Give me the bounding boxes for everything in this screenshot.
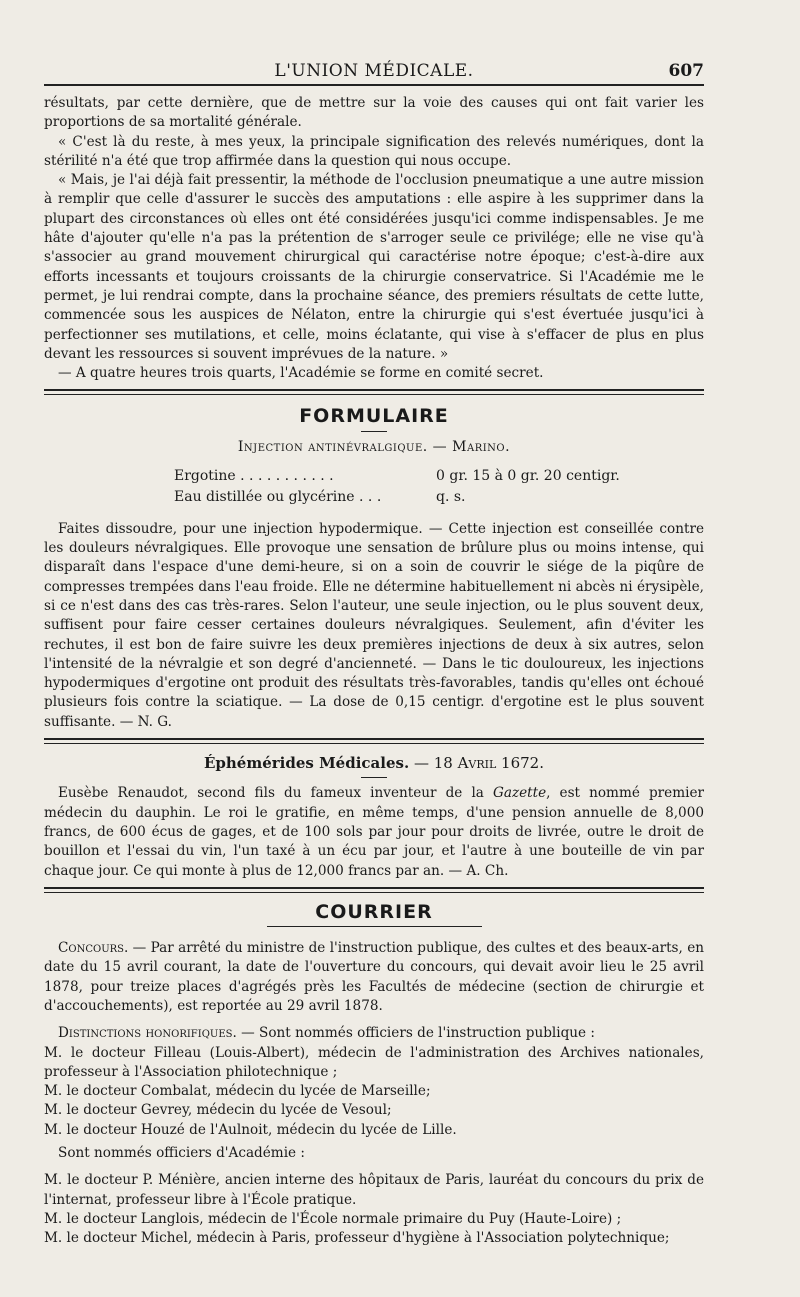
section-divider bbox=[44, 738, 704, 744]
intro-paragraph-2: « C'est là du reste, à mes yeux, la principale signification des relevés numériques, dont la stérilité n'a été que trop affirmée dans la question qui nous occupe. bbox=[44, 133, 704, 169]
running-head bbox=[44, 52, 704, 86]
section-divider bbox=[44, 389, 704, 395]
formulaire-subtitle: Injection antinévralgique. — Marino. bbox=[237, 439, 511, 456]
concours-paragraph bbox=[44, 939, 704, 1016]
ephemerides-text-after: , est nommé premier médecin du dauphin. Le roi le gratifie, en même temps, d'une pension annuelle de 8,000 francs, de 600 écus de gages, et de 100 sols par jour pour droits de livrée, outre le droit de bouillon et l'essai du vin, l'un taxé à un écu par jour, et l'autre à une bouteille de vin par chaque jour. Ce qui monte à plus de 12,000 francs par an. — A. Ch. bbox=[44, 785, 704, 879]
formulaire-body: Faites dissoudre, pour une injection hypodermique. — Cette injection est conseillée contre les douleurs névralgiques. Elle provoque une sensation de brûlure plus ou moins intense, qui disparaît dans l'espace d'une demi-heure, si on a soin de couvrir le siége de la piqûre de compresses trempées dans l'eau froide. Elle ne détermine habituellement ni abcès ni érysipèle, si ce n'est dans des cas très-rares. Selon l'auteur, une seule injection, ou le plus souvent deux, suffisent pour faire cesser certaines douleurs névralgiques. Seulement, afin d'éviter les rechutes, il est bon de faire suivre les deux premières injections de deux à six autres, selon l'intensité de la névralgie et son degré d'ancienneté. — Dans le tic douloureux, les injections hypodermiques d'ergotine ont produit des résultats très-favorables, tandis qu'elles ont échoué plusieurs fois contre la sciatique. — La dose de 0,15 centigr. d'ergotine est le plus souvent suffisante. — N. G. bbox=[44, 520, 704, 730]
list-item: M. le docteur Michel, médecin à Paris, professeur d'hygiène à l'Association polytechnique; bbox=[44, 1230, 670, 1247]
academie-intro: Sont nommés officiers d'Académie : bbox=[58, 1145, 305, 1162]
title-dash bbox=[361, 431, 387, 432]
list-item: M. le docteur P. Ménière, ancien interne des hôpitaux de Paris, lauréat du concours du prix de l'internat, professeur libre à l'École pratique. bbox=[44, 1172, 704, 1208]
intro-paragraph-1: résultats, par cette dernière, que de mettre sur la voie des causes qui ont fait varier les proportions de sa mortalité générale. bbox=[44, 95, 704, 131]
recipe-dose: 0 gr. 15 à 0 gr. 20 centigr. bbox=[436, 467, 620, 484]
page-number: 607 bbox=[668, 61, 704, 81]
gazette-title: Gazette bbox=[492, 785, 547, 802]
distinctions-paragraph bbox=[44, 1024, 704, 1043]
recipe-row bbox=[174, 487, 704, 508]
ephemerides-heading bbox=[44, 754, 704, 773]
recipe-ingredient: Ergotine . . . . . . . . . . . bbox=[174, 467, 334, 484]
recipe-table bbox=[174, 466, 704, 508]
concours-label: Concours. bbox=[58, 940, 129, 957]
list-item: M. le docteur Combalat, médecin du lycée de Marseille; bbox=[44, 1083, 431, 1100]
distinctions-text: — Sont nommés officiers de l'instruction publique : bbox=[236, 1025, 596, 1042]
officiers-academie-list bbox=[44, 1171, 704, 1248]
ephemerides-text-before: Eusèbe Renaudot, second fils du fameux inventeur de la bbox=[58, 785, 493, 802]
list-item: M. le docteur Filleau (Louis-Albert), médecin de l'administration des Archives nationales, professeur à l'Association philotechnique ; bbox=[44, 1044, 704, 1080]
recipe-row bbox=[174, 466, 704, 487]
intro-paragraph-4: — A quatre heures trois quarts, l'Académie se forme en comité secret. bbox=[58, 365, 544, 382]
officiers-instruction-list bbox=[44, 1044, 704, 1140]
courrier-title: COURRIER bbox=[267, 903, 482, 927]
list-item: M. le docteur Gevrey, médecin du lycée de Vesoul; bbox=[44, 1102, 392, 1119]
ephemerides-date: — 18 Avril 1672. bbox=[413, 754, 544, 773]
list-item: M. le docteur Langlois, médecin de l'École normale primaire du Puy (Haute-Loire) ; bbox=[44, 1210, 622, 1227]
concours-text: — Par arrêté du ministre de l'instruction publique, des cultes et des beaux-arts, en date du 15 avril courant, la date de l'ouverture du concours, qui devait avoir lieu le 25 avril 1878, pour treize places d'agrégés près les Facultés de médecine (section de chirurgie et d'accouchements), est reportée au 29 avril 1878. bbox=[44, 940, 704, 1014]
recipe-dose: q. s. bbox=[436, 488, 466, 505]
section-divider bbox=[44, 887, 704, 893]
title-dash bbox=[361, 777, 387, 778]
journal-title: L'UNION MÉDICALE. bbox=[274, 61, 474, 81]
distinctions-label: Distinctions honorifiques. bbox=[58, 1025, 237, 1042]
ephemerides-body bbox=[44, 784, 704, 880]
intro-paragraph-3: « Mais, je l'ai déjà fait pressentir, la méthode de l'occlusion pneumatique a une autre mission à remplir que celle d'assurer le succès des amputations : elle aspire à les supprimer dans la plupart des circonstances où elles ont été considérées jusqu'ici comme indispensables. Je me hâte d'ajouter qu'elle n'a pas la prétention de s'arroger seule ce privilége; elle ne vise qu'à s'associer au grand mouvement chirurgical qui caractérise notre époque; c'est-à-dire aux efforts incessants et toujours croissants de la chirurgie conservatrice. Si l'Académie me le permet, je lui rendrai compte, dans la prochaine séance, des premiers résultats de cette lutte, commencée sous les auspices de Nélaton, entre la chirurgie qui s'est évertuée jusqu'ici à perfectionner ses mutilations, et celle, moins éclatante, qui vise à s'effacer de plus en plus devant les ressources si souvent imprévues de la nature. » bbox=[44, 172, 704, 362]
ephemerides-title: Éphémérides Médicales. bbox=[203, 754, 410, 773]
list-item: M. le docteur Houzé de l'Aulnoit, médecin du lycée de Lille. bbox=[44, 1121, 457, 1138]
recipe-ingredient: Eau distillée ou glycérine . . . bbox=[174, 488, 382, 505]
formulaire-title: FORMULAIRE bbox=[299, 405, 449, 428]
